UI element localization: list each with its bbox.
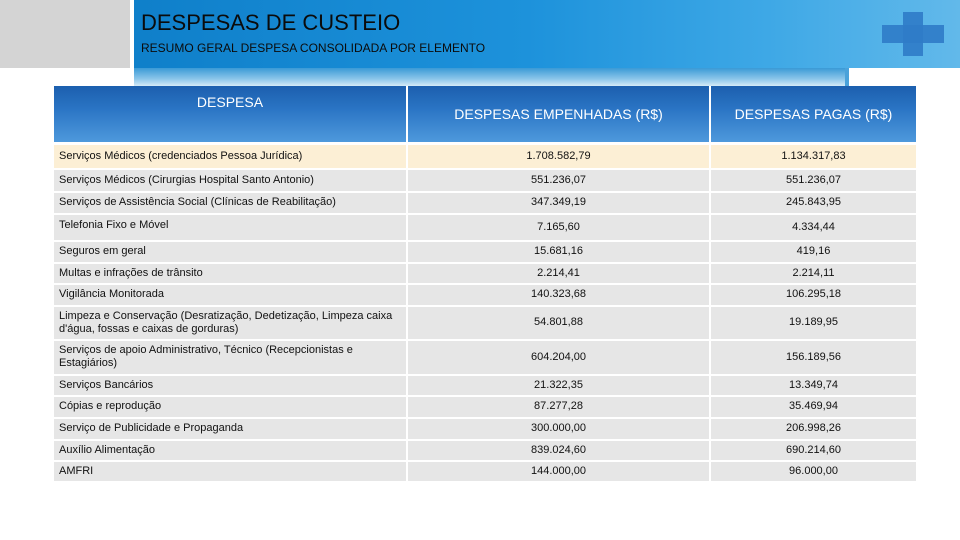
cell-pagas: 245.843,95 — [710, 192, 916, 214]
cell-empenhadas: 21.322,35 — [407, 375, 710, 396]
cell-empenhadas: 15.681,16 — [407, 241, 710, 263]
cell-pagas: 13.349,74 — [710, 375, 916, 396]
cell-despesa: Telefonia Fixo e Móvel — [54, 214, 407, 241]
table-row — [54, 306, 916, 340]
cell-despesa: Auxílio Alimentação — [54, 440, 407, 461]
expense-table — [54, 86, 916, 483]
cell-despesa: Serviços de apoio Administrativo, Técnico (Recepcionistas e Estagiários) — [54, 340, 407, 375]
table-row — [54, 192, 916, 214]
cell-empenhadas: 347.349,19 — [407, 192, 710, 214]
cell-pagas: 35.469,94 — [710, 396, 916, 418]
cell-pagas: 4.334,44 — [710, 214, 916, 241]
cell-pagas: 206.998,26 — [710, 418, 916, 440]
cell-despesa: Cópias e reprodução — [54, 396, 407, 418]
cell-empenhadas: 1.708.582,79 — [407, 144, 710, 169]
cell-empenhadas: 144.000,00 — [407, 461, 710, 482]
cell-despesa: Seguros em geral — [54, 241, 407, 263]
cell-pagas: 551.236,07 — [710, 169, 916, 192]
cell-pagas: 19.189,95 — [710, 306, 916, 340]
cell-empenhadas: 140.323,68 — [407, 284, 710, 306]
cell-pagas: 96.000,00 — [710, 461, 916, 482]
cell-despesa: Serviços de Assistência Social (Clínicas de Reabilitação) — [54, 192, 407, 214]
cell-pagas: 690.214,60 — [710, 440, 916, 461]
page-subtitle: RESUMO GERAL DESPESA CONSOLIDADA POR ELEMENTO — [141, 41, 486, 55]
cell-pagas: 106.295,18 — [710, 284, 916, 306]
table-row — [54, 461, 916, 482]
cell-despesa: Serviços Bancários — [54, 375, 407, 396]
cell-despesa: Serviço de Publicidade e Propaganda — [54, 418, 407, 440]
cell-despesa: Multas e infrações de trânsito — [54, 263, 407, 284]
cell-empenhadas: 7.165,60 — [407, 214, 710, 241]
cell-despesa: Serviços Médicos (credenciados Pessoa Jurídica) — [54, 144, 407, 169]
banner-divider — [130, 0, 134, 68]
header-banner — [0, 0, 960, 68]
column-header-pagas: DESPESAS PAGAS (R$) — [710, 86, 916, 144]
table-row — [54, 284, 916, 306]
table-row — [54, 375, 916, 396]
cell-despesa: Serviços Médicos (Cirurgias Hospital Santo Antonio) — [54, 169, 407, 192]
column-header-empenhadas: DESPESAS EMPENHADAS (R$) — [407, 86, 710, 144]
table-header-row — [54, 86, 916, 144]
cell-empenhadas: 54.801,88 — [407, 306, 710, 340]
cell-despesa: AMFRI — [54, 461, 407, 482]
cell-empenhadas: 300.000,00 — [407, 418, 710, 440]
table-row — [54, 144, 916, 169]
cell-empenhadas: 551.236,07 — [407, 169, 710, 192]
cell-empenhadas: 87.277,28 — [407, 396, 710, 418]
table-row — [54, 241, 916, 263]
table-row — [54, 396, 916, 418]
banner-tab — [0, 0, 130, 68]
cell-despesa: Limpeza e Conservação (Desratização, Dedetização, Limpeza caixa d'água, fossas e caixas de gorduras) — [54, 306, 407, 340]
table-row — [54, 418, 916, 440]
cell-pagas: 2.214,11 — [710, 263, 916, 284]
table-row — [54, 440, 916, 461]
cell-despesa: Vigilância Monitorada — [54, 284, 407, 306]
table-row — [54, 263, 916, 284]
table-row — [54, 214, 916, 241]
cell-empenhadas: 2.214,41 — [407, 263, 710, 284]
cell-empenhadas: 839.024,60 — [407, 440, 710, 461]
medical-cross-icon — [882, 12, 944, 56]
column-header-despesa: DESPESA — [54, 86, 407, 144]
cell-pagas: 419,16 — [710, 241, 916, 263]
table-row — [54, 340, 916, 375]
cell-pagas: 1.134.317,83 — [710, 144, 916, 169]
page-title: DESPESAS DE CUSTEIO — [141, 10, 401, 35]
cell-pagas: 156.189,56 — [710, 340, 916, 375]
cell-empenhadas: 604.204,00 — [407, 340, 710, 375]
table-row — [54, 169, 916, 192]
